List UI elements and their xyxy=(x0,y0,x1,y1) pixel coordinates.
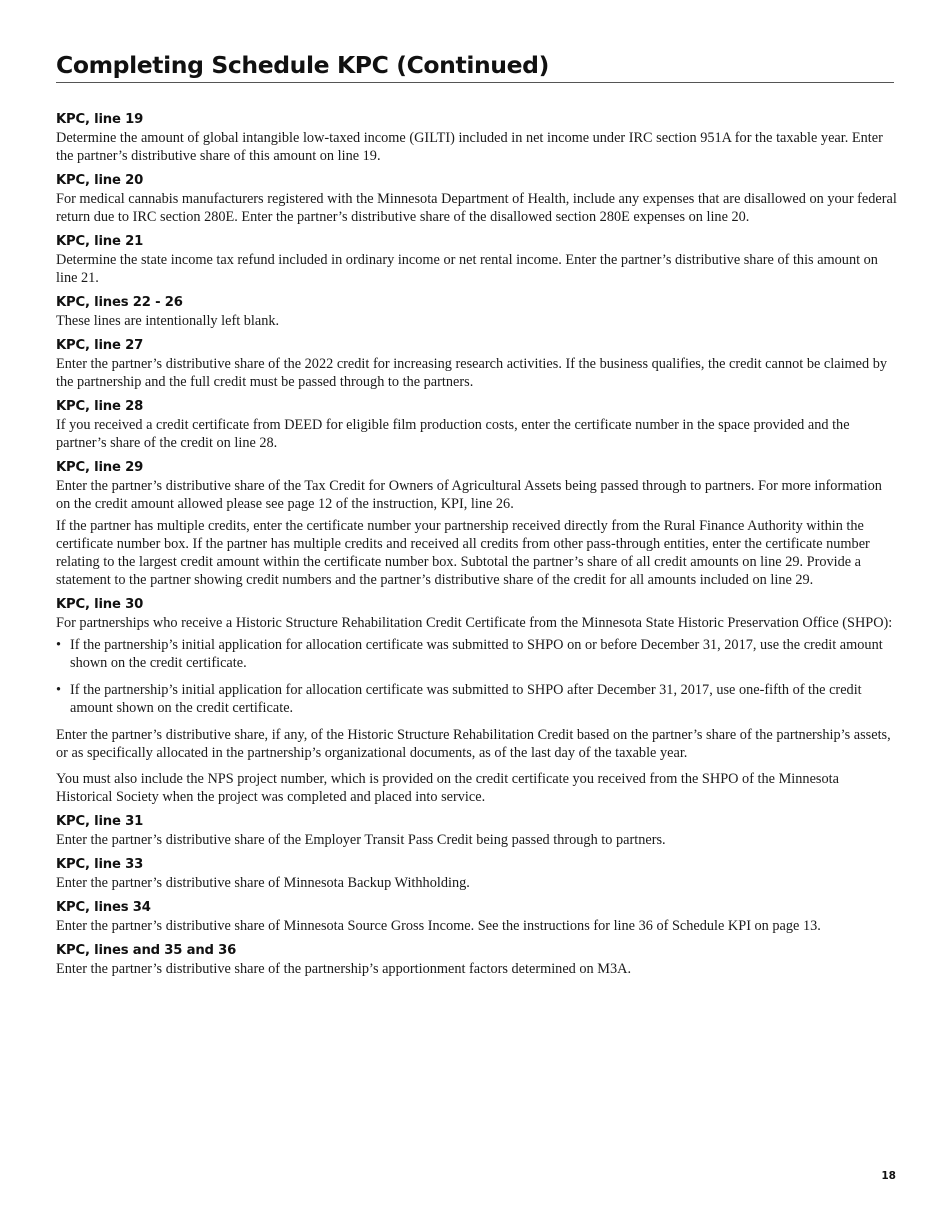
section-heading: KPC, lines 22 - 26 xyxy=(56,295,183,310)
list-item-text: If the partnership’s initial application for allocation certificate was submitted to SHPO on or before December 31, 2017, use the credit amount shown on the credit certificate. xyxy=(70,637,883,671)
section-paragraph: Enter the partner’s distributive share of Minnesota Backup Withholding. xyxy=(56,875,470,891)
section-paragraph: If you received a credit certificate from DEED for eligible film production costs, enter the certificate number in the space provided and the partner’s share of the credit on line 28. xyxy=(56,417,850,451)
section-heading: KPC, line 19 xyxy=(56,112,144,127)
list-item-text: If the partnership’s initial application for allocation certificate was submitted to SHPO after December 31, 2017, use one-fifth of the credit amount shown on the credit certificate. xyxy=(70,682,862,716)
section-heading: KPC, line 29 xyxy=(56,460,144,475)
section-paragraph: Enter the partner’s distributive share of the Tax Credit for Owners of Agricultural Assets being passed through to partners. For more information on the credit amount allowed please see page 12 of the instruction, KPI, line 26. xyxy=(56,478,882,512)
page-number: 18 xyxy=(881,1170,896,1182)
section-paragraph: Enter the partner’s distributive share of Minnesota Source Gross Income. See the instructions for line 36 of Schedule KPI on page 13. xyxy=(56,918,821,934)
section-heading: KPC, line 31 xyxy=(56,814,144,829)
section-line-33 xyxy=(56,855,898,892)
section-paragraph: If the partner has multiple credits, enter the certificate number your partnership received directly from the Rural Finance Authority within the certificate number box. If the partner has multiple credits and received all credits from other pass-through entities, enter the certificate number relating to the largest credit amount within the certificate number box. Subtotal the partner’s share of all credit amounts on line 29. Provide a statement to the partner showing credit numbers and the partner’s distributive share of the credit for all amounts included on line 29. xyxy=(56,518,870,588)
section-paragraph: Determine the state income tax refund included in ordinary income or net rental income. Enter the partner’s distributive share of this amount on line 21. xyxy=(56,252,878,286)
list-item xyxy=(56,681,898,717)
section-heading: KPC, line 21 xyxy=(56,234,144,249)
bullet-icon: • xyxy=(56,637,62,653)
section-paragraph: These lines are intentionally left blank. xyxy=(56,313,280,329)
section-paragraph: You must also include the NPS project number, which is provided on the credit certificate you received from the SHPO of the Minnesota Historical Society when the project was completed and placed into service. xyxy=(56,771,839,805)
section-paragraph: Determine the amount of global intangible low-taxed income (GILTI) included in net income under IRC section 951A for the taxable year. Enter the partner’s distributive share of this amount on line 19. xyxy=(56,130,883,164)
section-heading: KPC, line 27 xyxy=(56,338,144,353)
section-line-31 xyxy=(56,812,898,849)
section-heading: KPC, line 33 xyxy=(56,857,144,872)
section-paragraph: For medical cannabis manufacturers registered with the Minnesota Department of Health, include any expenses that are disallowed on your federal return due to IRC section 280E. Enter the partner’s distributive share of the disallowed section 280E expenses on line 20. xyxy=(56,191,897,225)
section-paragraph: For partnerships who receive a Historic Structure Rehabilitation Credit Certificate from the Minnesota State Historic Preservation Office (SHPO): xyxy=(56,615,893,631)
section-lines-34 xyxy=(56,898,898,935)
section-heading: KPC, line 20 xyxy=(56,173,144,188)
section-paragraph: Enter the partner’s distributive share of the Employer Transit Pass Credit being passed through to partners. xyxy=(56,832,666,848)
section-line-30 xyxy=(56,595,898,806)
section-line-27 xyxy=(56,336,898,391)
section-heading: KPC, line 30 xyxy=(56,597,144,612)
bullet-icon: • xyxy=(56,682,62,698)
section-paragraph: Enter the partner’s distributive share of the 2022 credit for increasing research activities. If the business qualifies, the credit cannot be claimed by the partnership and the full credit must be passed through to the partners. xyxy=(56,356,888,390)
section-line-19 xyxy=(56,110,898,165)
section-heading: KPC, line 28 xyxy=(56,399,144,414)
section-lines-35-36 xyxy=(56,941,898,978)
section-line-29 xyxy=(56,458,898,589)
document-body xyxy=(56,110,898,984)
page-title: Completing Schedule KPC (Continued) xyxy=(56,48,894,83)
section-heading: KPC, lines and 35 and 36 xyxy=(56,943,237,958)
list-item xyxy=(56,636,898,672)
bullet-list xyxy=(56,636,898,717)
section-lines-22-26 xyxy=(56,293,898,330)
section-paragraph: Enter the partner’s distributive share, if any, of the Historic Structure Rehabilitation Credit based on the partner’s share of the partnership’s assets, or as specifically allocated in the partnership’s organizational documents, as of the last day of the taxable year. xyxy=(56,727,891,761)
section-line-20 xyxy=(56,171,898,226)
section-line-21 xyxy=(56,232,898,287)
section-heading: KPC, lines 34 xyxy=(56,900,151,915)
section-paragraph: Enter the partner’s distributive share of the partnership’s apportionment factors determined on M3A. xyxy=(56,961,632,977)
section-line-28 xyxy=(56,397,898,452)
